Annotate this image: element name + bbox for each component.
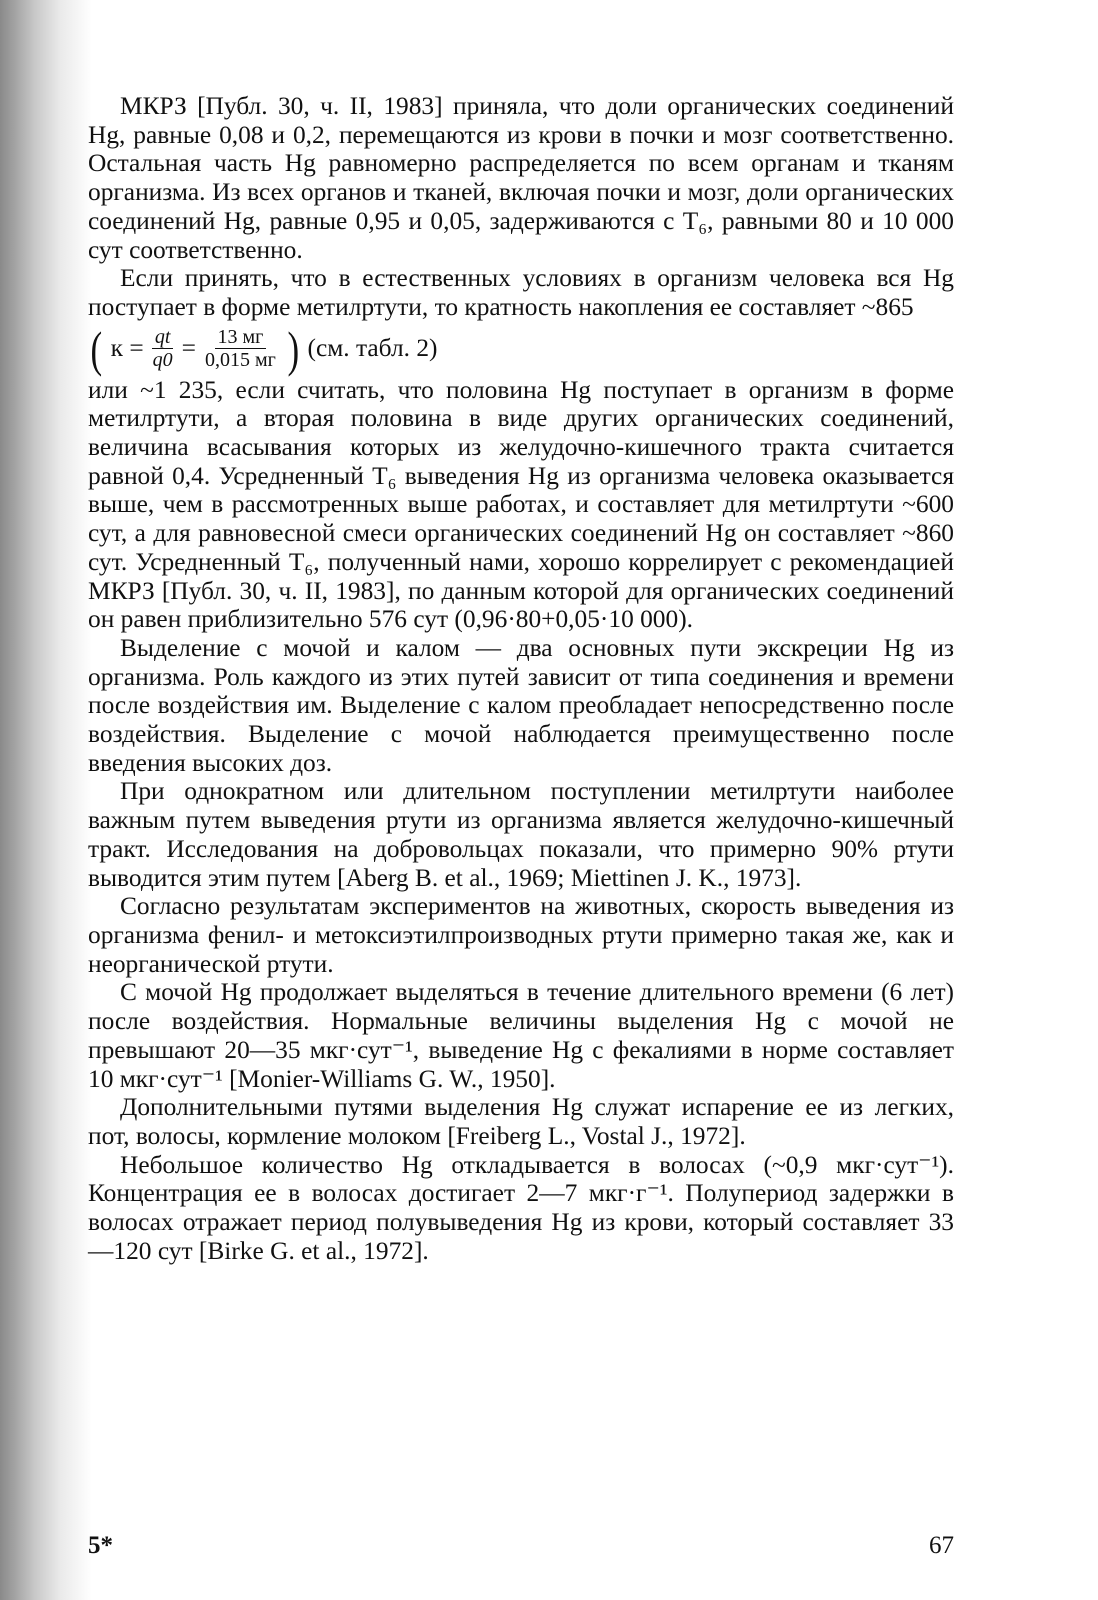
page-body [88,92,954,1265]
paragraph-9: Небольшое количество Hg откладывается в волосах (~0,9 мкг·сут⁻¹). Концентрация ее в волосах достигает 2—7 мкг·г⁻¹. Полупериод задержки в волосах отражает период полувыведения Hg из крови, который составляет 33—120 сут [Birke G. et al., 1972]. [88,1150,954,1265]
formula-fraction-symbolic [150,326,176,371]
paragraph-8: Дополнительными путями выделения Hg служат испарение ее из легких, пот, волосы, кормление молоком [Freiberg L., Vostal J., 1972]. [88,1093,954,1150]
paragraph-3: или ~1 235, если считать, что половина Hg поступает в организм в форме метилртути, а вторая половина в виде других органических соединений, величина всасывания которых из желудочно-кишечного тракта считается равной 0,4. Усредненный T₆ выведения Hg из организма человека оказывается выше, чем в рассмотренных выше работах, и составляет для метилртути ~600 сут, а для равновесной смеси органических соединений Hg он составляет ~860 сут. Усредненный T₆, полученный нами, хорошо коррелирует с рекомендацией МКРЗ [Публ. 30, ч. II, 1983], по данным которой для органических соединений он равен приблизительно 576 сут (0,96·80+0,05·10 000). [88,375,954,634]
formula-equals: = [181,334,196,363]
paragraph-2: Если принять, что в естественных условиях в организм человека вся Hg поступает в форме метилртути, то кратность накопления ее составляет ~865 [88,264,954,321]
signature-mark: 5* [88,1532,113,1559]
formula-denominator-value: 0,015 мг [205,349,276,372]
formula-numerator-value: 13 мг [215,326,267,349]
formula-open-paren: ( [90,320,103,377]
page-footer [88,1532,954,1560]
formula-numerator-symbolic: qt [152,326,174,349]
formula-table-ref: (см. табл. 2) [307,334,438,363]
paragraph-7: С мочой Hg продолжает выделяться в течение длительного времени (6 лет) после воздействия. Нормальные величины выделения Hg с мочой не превышают 20—35 мкг·сут⁻¹, выведение Hg с фекалиями в норме составляет 10 мкг·сут⁻¹ [Monier-Williams G. W., 1950]. [88,978,954,1093]
paragraph-6: Согласно результатам экспериментов на животных, скорость выведения из организма фенил- и метоксиэтилпроизводных ртути примерно такая же, как и неорганической ртути. [88,892,954,978]
formula-denominator-symbolic: q0 [152,349,173,372]
formula [88,322,954,376]
paragraph-1: МКРЗ [Публ. 30, ч. II, 1983] приняла, что доли органических соединений Hg, равные 0,08 и 0,2, перемещаются из крови в почки и мозг соответственно. Остальная часть Hg равномерно распределяется по всем органам и тканям организма. Из всех органов и тканей, включая почки и мозг, доли органических соединений Hg, равные 0,95 и 0,05, задерживаются с T₆, равными 80 и 10 000 сут соответственно. [88,92,954,264]
paragraph-5: При однократном или длительном поступлении метилртути наиболее важным путем выведения ртути из организма является желудочно-кишечный тракт. Исследования на добровольцах показали, что примерно 90% ртути выводится этим путем [Aberg B. et al., 1969; Miettinen J. K., 1973]. [88,777,954,892]
formula-k-label: к = [110,334,144,363]
paragraph-4: Выделение с мочой и калом — два основных пути экскреции Hg из организма. Роль каждого из этих путей зависит от типа соединения и времени после воздействия им. Выделение с калом преобладает непосредственно после воздействия. Выделение с мочой наблюдается преимущественно после введения высоких доз. [88,633,954,777]
formula-fraction-values [202,326,279,371]
page-number: 67 [929,1532,954,1559]
formula-close-paren: ) [287,320,300,377]
binding-shadow [0,0,92,1600]
